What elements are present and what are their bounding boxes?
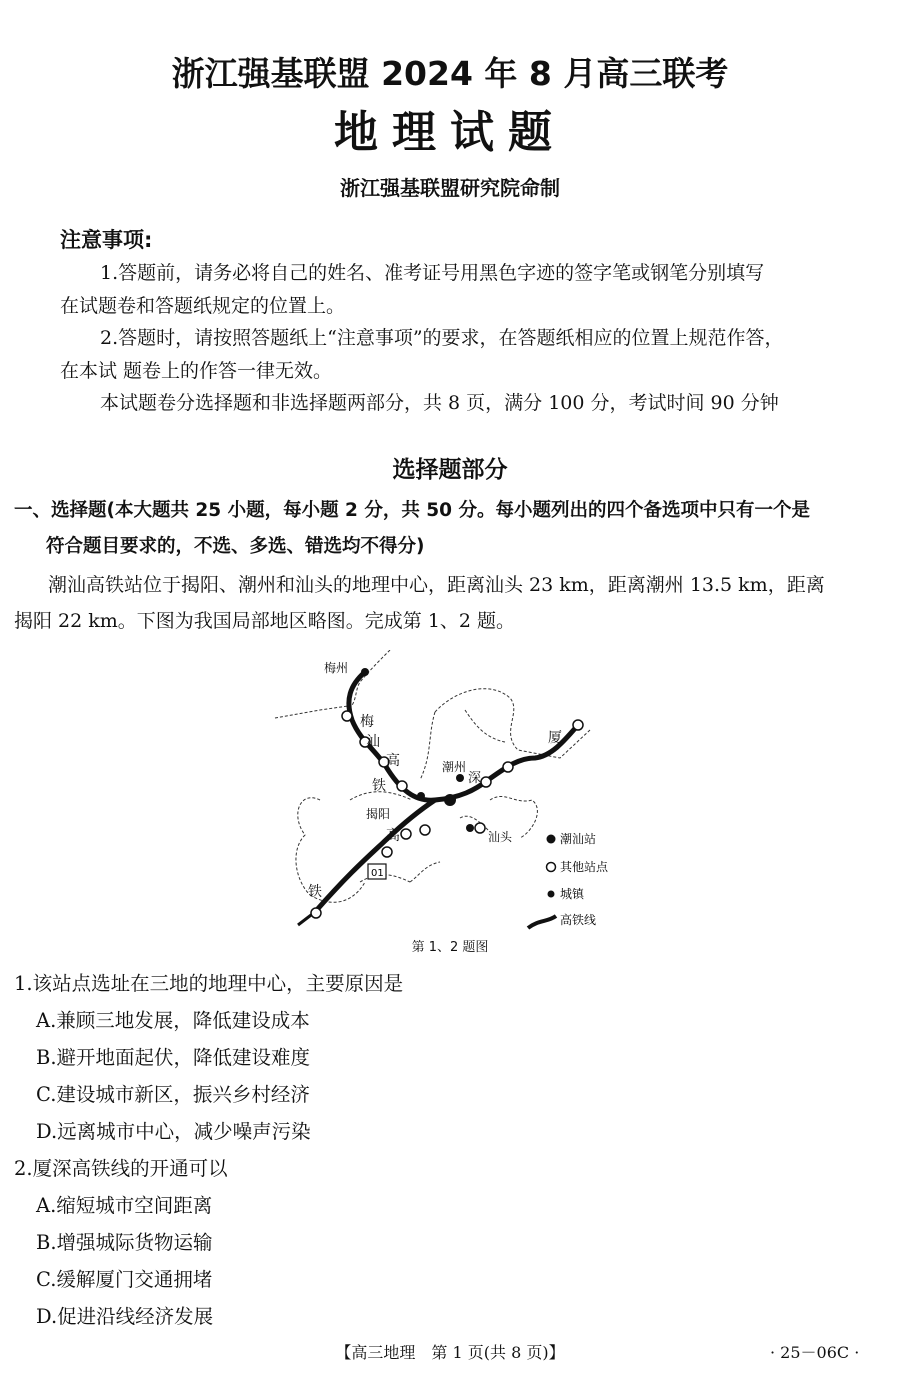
boundary-lines [275, 650, 590, 902]
road-label: 01 [371, 868, 384, 879]
legend-station: 潮汕站 [560, 832, 597, 846]
notes-line-4: 在本试 题卷上的作答一律无效。 [60, 360, 333, 382]
legend-rail-icon [528, 916, 556, 928]
station-dot [311, 908, 321, 918]
question-2-option-b: B.增强城际货物运输 [36, 1231, 213, 1254]
exam-title: 浙江强基联盟 2024 年 8 月高三联考 [171, 54, 729, 93]
station-dot [382, 847, 392, 857]
notes-line-5: 本试题卷分选择题和非选择题两部分，共 8 页，满分 100 分，考试时间 90 分钟 [100, 392, 779, 414]
label-mei: 梅 [360, 714, 374, 730]
question-2-option-c: C.缓解厦门交通拥堵 [36, 1268, 213, 1291]
high-speed-rail [298, 672, 578, 925]
region-map [260, 650, 640, 955]
map-legend [528, 831, 609, 928]
station-dot [475, 823, 485, 833]
question-2-option-d: D.促进沿线经济发展 [36, 1305, 214, 1328]
label-shantou: 汕头 [488, 830, 513, 844]
notes-heading: 注意事项: [60, 228, 153, 252]
label-meizhou: 梅州 [324, 661, 349, 675]
exam-code: · 25－06C · [770, 1343, 860, 1362]
author-line: 浙江强基联盟研究院命制 [340, 176, 560, 200]
chaoshan-station [444, 794, 456, 806]
stem-line-1: 潮汕高铁站位于揭阳、潮州和汕头的地理中心，距离汕头 23 km，距离潮州 13.5 km，距离 [48, 574, 825, 596]
label-jieyang: 揭阳 [366, 807, 391, 821]
legend-station-icon [547, 835, 556, 844]
legend-other: 其他站点 [560, 860, 609, 874]
station-dot [503, 762, 513, 772]
other-stations [311, 711, 583, 918]
subject-title: 地理试题 [334, 107, 566, 158]
question-2-option-a: A.缩短城市空间距离 [36, 1194, 213, 1217]
legend-town: 城镇 [560, 887, 585, 901]
town-dot [466, 824, 474, 832]
label-chaozhou: 潮州 [442, 760, 467, 774]
station-dot [401, 829, 411, 839]
map-caption: 第 1、2 题图 [411, 940, 489, 955]
station-dot [481, 777, 491, 787]
label-tie-2: 铁 [308, 884, 322, 900]
question-1-option-d: D.远离城市中心，减少噪声污染 [36, 1120, 311, 1143]
legend-rail: 高铁线 [560, 913, 597, 927]
town-dot [417, 792, 425, 800]
town-dot [456, 774, 464, 782]
question-1-option-a: A.兼顾三地发展，降低建设成本 [36, 1009, 310, 1032]
label-xia: 厦 [548, 730, 562, 746]
section-title: 选择题部分 [392, 457, 508, 483]
label-tie-1: 铁 [372, 778, 386, 794]
notes-line-1: 1.答题前，请务必将自己的姓名、准考证号用黑色字迹的签字笔或钢笔分别填写 [100, 262, 765, 284]
station-dot [420, 825, 430, 835]
part-instruction-2: 符合题目要求的，不选、多选、错选均不得分) [46, 536, 425, 557]
label-shen: 深 [468, 771, 482, 786]
station-dot [397, 781, 407, 791]
legend-other-icon [547, 863, 556, 872]
station-dot [573, 720, 583, 730]
town-dot [361, 668, 369, 676]
notes-line-2: 在试题卷和答题纸规定的位置上。 [60, 295, 346, 317]
notes-line-3: 2.答题时，请按照答题纸上“注意事项”的要求，在答题纸相应的位置上规范作答， [100, 327, 784, 349]
legend-town-icon [548, 891, 555, 898]
label-gao-1: 高 [386, 753, 400, 769]
question-1-option-c: C.建设城市新区，振兴乡村经济 [36, 1083, 310, 1106]
stem-line-2: 揭阳 22 km。下图为我国局部地区略图。完成第 1、2 题。 [14, 610, 516, 632]
question-1-stem: 1.该站点选址在三地的地理中心，主要原因是 [14, 972, 404, 995]
station-dot [342, 711, 352, 721]
question-2-stem: 2.厦深高铁线的开通可以 [14, 1157, 228, 1180]
page-footer: 【高三地理 第 1 页(共 8 页)】 [335, 1343, 565, 1362]
label-gao-2: 高 [386, 828, 400, 844]
part-instruction-1: 一、选择题(本大题共 25 小题，每小题 2 分，共 50 分。每小题列出的四个备选项中只有一个是 [14, 500, 810, 521]
label-shan: 汕 [366, 734, 380, 750]
question-1-option-b: B.避开地面起伏，降低建设难度 [36, 1046, 311, 1069]
